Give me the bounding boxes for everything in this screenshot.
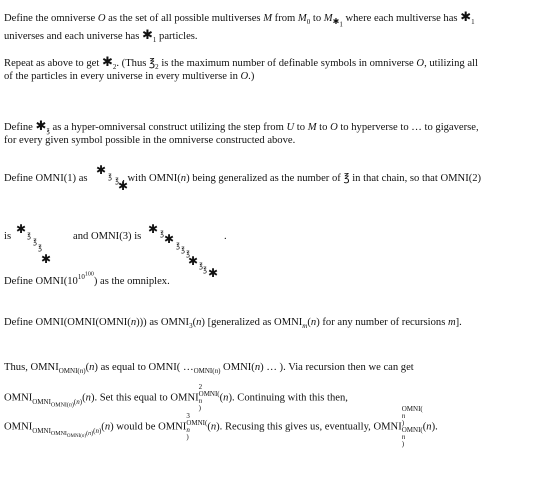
- subscript: OMNI(: [66, 434, 82, 440]
- text: Repeat as above to get: [4, 58, 102, 69]
- var-o: O: [97, 13, 106, 24]
- paragraph-omni3-period: [224, 230, 227, 243]
- subscript: ): [83, 367, 86, 376]
- text: Define the omniverse: [4, 13, 98, 24]
- var-n: n: [89, 362, 95, 373]
- paragraph-omni3-text: [73, 230, 141, 243]
- text: ). Recusing this gives us, eventually,: [216, 421, 374, 433]
- var-n: n: [130, 317, 137, 328]
- text: OMNI: [373, 421, 402, 433]
- glyph-icon: ℥: [186, 250, 191, 258]
- subscript: 2: [155, 63, 159, 72]
- text: ) would be OMNI: [110, 421, 187, 433]
- subscript: [402, 427, 423, 448]
- superscript: ): [401, 419, 405, 427]
- var-n: n: [223, 392, 229, 404]
- text: , with OMNI(: [122, 173, 181, 184]
- subscript: ): [218, 367, 221, 376]
- text: to: [310, 13, 324, 24]
- subscript: ): [91, 430, 94, 437]
- text: ). Continuing with this then,: [228, 392, 348, 404]
- text: to: [316, 122, 331, 133]
- var-n: n: [180, 173, 187, 184]
- text: . (Thus: [116, 58, 150, 69]
- text: Thus, OMNI: [4, 362, 59, 373]
- text: ))) as OMNI: [136, 317, 190, 328]
- text: (: [85, 362, 90, 373]
- star-icon: ✱: [141, 28, 153, 43]
- superscript: 2: [198, 383, 203, 391]
- subscript: OMNI: [32, 426, 51, 435]
- subscript: ): [79, 397, 83, 406]
- text: ).: [431, 421, 438, 433]
- var-n: n: [196, 317, 202, 328]
- glyph-icon: ℥: [108, 173, 113, 181]
- subscript: (: [73, 397, 77, 406]
- text: (: [207, 421, 211, 433]
- subscript: n: [68, 401, 72, 408]
- var-n: n: [310, 317, 317, 328]
- star-icon: ✱: [16, 222, 27, 236]
- sup-sub-stack: [186, 413, 207, 441]
- var-o: O: [240, 71, 249, 82]
- subscript: (: [86, 430, 89, 437]
- paragraph-omni1-definition: [4, 172, 481, 185]
- text: .): [248, 71, 255, 82]
- superscript: n: [401, 412, 406, 420]
- var-n: n: [254, 362, 261, 373]
- text: ) being generalized as the number of: [186, 173, 344, 184]
- text: is: [4, 231, 12, 242]
- text: ). Set this equal to OMNI: [90, 392, 199, 404]
- glyph-icon: ℥: [181, 246, 186, 254]
- text: to hyperverse to … to gigaverse,: [337, 122, 479, 133]
- text: to: [294, 122, 308, 133]
- subscript: n: [76, 397, 80, 406]
- paragraph-omni2-text-is: [4, 230, 11, 243]
- var-n: n: [85, 392, 91, 404]
- text: where each multiverse has: [342, 13, 461, 24]
- subscript: OMNI: [32, 397, 51, 406]
- text: ) [generalized as OMNI: [201, 317, 303, 328]
- subscript: ): [98, 426, 102, 435]
- subscript: n: [401, 433, 406, 441]
- text: Define OMNI(10: [4, 276, 78, 287]
- subscript: [186, 420, 207, 441]
- text: (: [307, 317, 311, 328]
- glyph-icon: ℥: [38, 244, 43, 252]
- subscript: OMNI(: [186, 419, 208, 427]
- sup-sub-stack: [402, 406, 423, 448]
- glyph-icon: ℥: [203, 266, 208, 274]
- text: (: [192, 317, 197, 328]
- subscript: OMNI(: [401, 426, 423, 434]
- text: is the maximum number of definable symbols in omniverse: [158, 58, 417, 69]
- text: .: [224, 231, 227, 242]
- glyph-icon: ℥: [343, 172, 350, 184]
- subscript: n: [214, 367, 219, 376]
- text: as the set of all possible multiverses: [105, 13, 264, 24]
- var-m: M: [323, 13, 333, 24]
- text: , utilizing all: [424, 58, 478, 69]
- paragraph-recursion-line-3: [4, 406, 438, 448]
- text: particles.: [156, 31, 198, 42]
- star-icon: ✱: [148, 222, 159, 236]
- subscript: ): [84, 434, 87, 440]
- subscript: n: [198, 397, 203, 405]
- superscript: OMNI(: [401, 405, 423, 413]
- subscript: ): [186, 433, 189, 441]
- subscript: OMNI(: [58, 367, 80, 376]
- paragraph-repeat-line-1: [4, 56, 478, 70]
- paragraph-hyper-omniversal-line-2: [4, 134, 295, 147]
- subscript: ): [198, 404, 201, 412]
- subscript: n: [186, 426, 190, 434]
- subscript: OMNI: [50, 430, 67, 437]
- paragraph-thus-line: [4, 361, 414, 374]
- subscript: (: [93, 426, 96, 435]
- text: OMNI(: [220, 362, 255, 373]
- subscript: m: [302, 322, 308, 331]
- paragraph-omniplex: [4, 272, 170, 288]
- paragraph-omniverse-definition-line-1: Define the omniverse O as the set of all possible multiverses M from $M_0$ to $M_{✱_1}$ where each multiverse has $✱_1$: [4, 10, 475, 29]
- glyph-icon: ℥: [160, 230, 165, 238]
- var-o: O: [416, 58, 425, 69]
- text: ) … ). Via recursion then we can get: [260, 362, 414, 373]
- text: of the particles in every universe in every multiverse in: [4, 71, 241, 82]
- star-icon: ✱: [188, 254, 199, 268]
- text: ].: [455, 317, 462, 328]
- paragraph-omniverse-definition-line-2: [4, 29, 198, 43]
- var-m: M: [307, 122, 317, 133]
- text: as a hyper-omniversal construct utilizing the step from: [49, 122, 287, 133]
- subscript: 1: [152, 36, 157, 45]
- star-icon: ✱: [208, 266, 219, 280]
- superscript: [402, 406, 423, 427]
- superscript: 3: [186, 412, 190, 420]
- subscript: ): [401, 440, 405, 448]
- subscript: n: [79, 367, 84, 376]
- subscript: 1: [339, 20, 343, 29]
- var-n: n: [104, 421, 111, 433]
- subscript: 2: [112, 63, 117, 72]
- star-icon: ✱: [101, 55, 113, 70]
- text: in that chain, so that OMNI(2): [349, 173, 482, 184]
- text: Define OMNI(1) as: [4, 173, 91, 184]
- subscript: 1: [471, 18, 475, 27]
- var-o: O: [330, 122, 338, 133]
- glyph-icon: ℥: [33, 238, 38, 246]
- text: (: [101, 421, 105, 433]
- text: ) for any number of recursions: [316, 317, 448, 328]
- star-icon: ✱: [164, 232, 175, 246]
- subscript: n: [95, 426, 99, 435]
- text: and OMNI(3) is: [73, 231, 142, 242]
- subscript: OMNI(: [193, 367, 215, 376]
- var-u: U: [286, 122, 295, 133]
- subscript: OMNI(: [198, 390, 220, 398]
- paragraph-hyper-omniversal-line-1: Define $✱_℥$ as a hyper-omniversal construct utilizing the step from U to M to O to hyperverse to … to gigaverse,: [4, 119, 479, 136]
- var-n: n: [210, 421, 217, 433]
- glyph-icon: ℥: [176, 242, 181, 250]
- star-icon: ✱: [41, 252, 52, 266]
- text: Define: [4, 122, 36, 133]
- subscript: n: [81, 434, 85, 440]
- text: for every given symbol possible in the omniverse constructed above.: [4, 135, 296, 146]
- text: OMNI: [4, 421, 33, 433]
- text: universes and each universe has: [4, 31, 142, 42]
- text: ) as the omniplex.: [93, 276, 170, 287]
- exponent: 10: [77, 273, 85, 282]
- star-icon: ✱: [460, 10, 472, 25]
- text: Define OMNI(OMNI(OMNI(: [4, 317, 131, 328]
- star-icon: ✱: [96, 163, 107, 177]
- var-m: m: [447, 317, 456, 328]
- text: (: [422, 421, 427, 433]
- star-icon: ✱: [35, 119, 47, 134]
- subscript: 0: [306, 18, 311, 27]
- var-m: M: [297, 13, 307, 24]
- glyph-icon: ℥: [115, 177, 120, 185]
- paragraph-repeat-line-2: [4, 70, 254, 83]
- subscript: ): [71, 401, 74, 408]
- exponent: 100: [84, 272, 94, 279]
- glyph-icon: ℥: [199, 262, 204, 270]
- text: (: [82, 392, 86, 404]
- star-icon: ✱: [118, 179, 129, 193]
- subscript: OMNI(: [50, 401, 69, 408]
- text: (: [219, 392, 224, 404]
- text: ) as equal to OMNI( …: [94, 362, 194, 373]
- paragraph-recursion-definition: [4, 316, 462, 329]
- var-m: M: [263, 13, 273, 24]
- var-n: n: [426, 421, 432, 433]
- subscript: n: [88, 430, 92, 437]
- glyph-icon: ℥: [27, 232, 32, 240]
- glyph-icon: ℥: [149, 57, 156, 69]
- text: OMNI: [4, 392, 33, 404]
- subscript: 3: [189, 322, 193, 331]
- text: from: [272, 13, 298, 24]
